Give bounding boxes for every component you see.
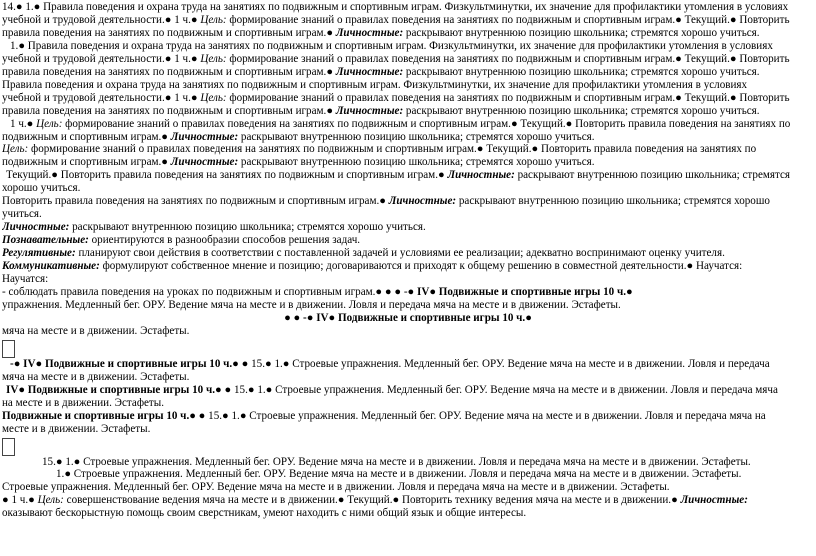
- text-run: планируют свои действия в соответствии с поставленной задачей и условиями ее реализации; адекватно воспринимают оценку учителя.: [75, 247, 725, 260]
- text-run: раскрывают внутреннюю позицию школьника; стремятся хорошо: [456, 195, 770, 208]
- emphasis-text: IV● Подвижные и спортивные игры 10 ч.●: [417, 285, 633, 298]
- text-run: оказывают бескорыстную помощь своим сверстникам, умеют находить с ними общий язык и общие интересы.: [2, 507, 527, 520]
- text-line: [2, 312, 814, 325]
- text-run: - соблюдать правила поведения на уроках по подвижным и спортивным играм.● ● ● -●: [2, 285, 417, 298]
- text-run: 1 ч.●: [10, 117, 37, 130]
- text-run: совершенствование ведения мяча на месте и в движении.● Текущий.● Повторить технику ведения мяча на месте и в движении.●: [63, 494, 681, 507]
- text-line: [2, 131, 814, 144]
- emphasis-text: Цель:: [200, 52, 227, 65]
- text-run: формирование знаний о правилах поведения на занятиях по подвижным и спортивным играм.● Текущий.● Повторить правила поведения на занятиях по: [28, 143, 757, 156]
- text-run: 15.● 1.● Строевые упражнения. Медленный бег. ОРУ. Ведение мяча на месте и в движении. Ловля и передача: [248, 357, 770, 370]
- emphasis-text: -● IV● Подвижные и спортивные игры 10 ч.● ●: [10, 357, 249, 370]
- text-run: формирование знаний о правилах поведения на занятиях по подвижным и спортивным играм.● Текущий.● Повторить: [226, 91, 790, 104]
- text-run: 15.● 1.● Строевые упражнения. Медленный бег. ОРУ. Ведение мяча на месте и в движении. Ловля и передача мяча: [231, 383, 778, 396]
- text-run: формирование знаний о правилах поведения на занятиях по подвижным и спортивным играм.● Текущий.● Повторить: [226, 52, 790, 65]
- text-run: ориентируются в разнообразии способов решения задач.: [88, 234, 361, 247]
- text-run: упражнения. Медленный бег. ОРУ. Ведение мяча на месте и в движении. Ловля и передача мяча на месте и в движении. Эстафеты.: [2, 298, 621, 311]
- text-line: [2, 195, 814, 208]
- text-run: учебной и трудовой деятельности.● 1 ч.●: [2, 13, 201, 26]
- text-line: [2, 410, 814, 423]
- text-run: 14.● 1.● Правила поведения и охрана труда на занятиях по подвижным и спортивным играм. Физкультминутки, их значение для профилактики утомления в условиях: [2, 1, 789, 13]
- emphasis-text: ● ● -● IV● Подвижные и спортивные игры 10 ч.●: [284, 311, 532, 324]
- text-line: [2, 456, 814, 469]
- emphasis-text: Личностные:: [170, 130, 239, 143]
- emphasis-text: Цель:: [36, 117, 63, 130]
- text-run: раскрывают внутреннюю позицию школьника; стремятся хорошо учиться.: [403, 26, 760, 39]
- text-run: учиться.: [2, 208, 42, 221]
- text-line: [2, 1, 814, 14]
- text-run: правила поведения на занятиях по подвижным и спортивным играм.●: [2, 65, 336, 78]
- text-run: Научатся:: [2, 273, 49, 286]
- text-run: мяча на месте и в движении. Эстафеты.: [2, 370, 190, 383]
- text-line: [2, 286, 814, 299]
- text-run: формулируют собственное мнение и позицию; договариваются и приходят к общему решению в совместной деятельности.● Научатся:: [99, 260, 743, 273]
- emphasis-text: Цель:: [200, 13, 227, 26]
- emphasis-text: Личностные:: [2, 221, 70, 234]
- emphasis-text: Регулятивные:: [2, 247, 76, 260]
- text-run: на месте и в движении. Эстафеты.: [2, 396, 165, 409]
- text-run: мяча на месте и в движении. Эстафеты.: [2, 324, 190, 337]
- text-line: [2, 423, 814, 436]
- text-line: [2, 92, 814, 105]
- emphasis-text: Цель:: [200, 91, 227, 104]
- emphasis-text: Подвижные и спортивные игры 10 ч.● ●: [2, 409, 206, 422]
- text-line: [2, 358, 814, 371]
- text-line: [2, 105, 814, 118]
- text-line: [2, 234, 814, 247]
- text-run: учебной и трудовой деятельности.● 1 ч.●: [2, 52, 201, 65]
- text-run: раскрывают внутреннюю позицию школьника; стремятся: [514, 169, 791, 182]
- text-run: раскрывают внутреннюю позицию школьника; стремятся хорошо учиться.: [403, 104, 760, 117]
- text-line: [2, 494, 814, 507]
- text-run: учебной и трудовой деятельности.● 1 ч.●: [2, 91, 201, 104]
- emphasis-text: Цель:: [2, 143, 29, 156]
- text-run: Правила поведения и охрана труда на занятиях по подвижным и спортивным играм. Физкультминутки, их значение для профилактики утомления в условиях: [2, 78, 748, 91]
- text-run: Строевые упражнения. Медленный бег. ОРУ. Ведение мяча на месте и в движении. Ловля и передача мяча на месте и в движении. Эстафеты.: [2, 481, 670, 494]
- emphasis-text: Личностные:: [335, 65, 404, 78]
- text-run: Повторить правила поведения на занятиях по подвижным и спортивным играм.●: [2, 195, 389, 208]
- text-line: [2, 397, 814, 410]
- text-line: [2, 260, 814, 273]
- text-run: хорошо учиться.: [2, 182, 81, 195]
- text-line: [2, 27, 814, 40]
- text-run: 15.● 1.● Строевые упражнения. Медленный бег. ОРУ. Ведение мяча на месте и в движении. Ловля и передача мяча на: [205, 409, 766, 422]
- text-run: подвижным и спортивным играм.●: [2, 130, 171, 143]
- text-line: [2, 40, 814, 53]
- text-line: [2, 468, 814, 481]
- text-run: Текущий.● Повторить правила поведения на занятиях по подвижным и спортивным играм.●: [6, 169, 448, 182]
- text-run: подвижным и спортивным играм.●: [2, 156, 171, 169]
- text-run: раскрывают внутреннюю позицию школьника; стремятся хорошо учиться.: [238, 156, 595, 169]
- text-run: формирование знаний о правилах поведения на занятиях по подвижным и спортивным играм.● Текущий.● Повторить правила поведения на занятиях по: [62, 117, 791, 130]
- text-line: [2, 273, 814, 286]
- emphasis-text: Личностные:: [170, 156, 239, 169]
- emphasis-text: Личностные:: [680, 494, 748, 507]
- text-line: [2, 208, 814, 221]
- text-run: раскрывают внутреннюю позицию школьника; стремятся хорошо учиться.: [69, 221, 426, 234]
- text-line: [2, 66, 814, 79]
- text-line: [2, 371, 814, 384]
- empty-table-cell: [2, 438, 15, 456]
- text-line: [2, 182, 814, 195]
- text-run: 15.● 1.● Строевые упражнения. Медленный бег. ОРУ. Ведение мяча на месте и в движении. Ловля и передача мяча на месте и в движении. Эстафеты.: [42, 455, 751, 468]
- text-line: [2, 118, 814, 131]
- text-line: [2, 143, 814, 156]
- text-line: [2, 325, 814, 338]
- text-line: [2, 169, 814, 182]
- text-line: [2, 79, 814, 92]
- text-run: правила поведения на занятиях по подвижным и спортивным играм.●: [2, 26, 336, 39]
- text-run: правила поведения на занятиях по подвижным и спортивным играм.●: [2, 104, 336, 117]
- text-run: ● 1 ч.●: [2, 494, 38, 507]
- text-line: [2, 481, 814, 494]
- emphasis-text: Цель:: [37, 494, 64, 507]
- text-run: месте и в движении. Эстафеты.: [2, 422, 151, 435]
- text-line: [2, 156, 814, 169]
- text-run: раскрывают внутреннюю позицию школьника; стремятся хорошо учиться.: [403, 65, 760, 78]
- emphasis-text: Познавательные:: [2, 234, 89, 247]
- text-line: [2, 247, 814, 260]
- text-line: [2, 14, 814, 27]
- text-line: [2, 384, 814, 397]
- emphasis-text: Личностные:: [335, 26, 404, 39]
- text-line: [2, 221, 814, 234]
- text-run: 1.● Строевые упражнения. Медленный бег. ОРУ. Ведение мяча на месте и в движении. Ловля и передача мяча на месте и в движении. Эстафеты.: [56, 468, 742, 481]
- text-line: [2, 53, 814, 66]
- emphasis-text: IV● Подвижные и спортивные игры 10 ч.● ●: [6, 383, 232, 396]
- emphasis-text: Личностные:: [447, 169, 515, 182]
- empty-table-cell: [2, 340, 15, 358]
- text-run: раскрывают внутреннюю позицию школьника; стремятся хорошо учиться.: [238, 130, 595, 143]
- text-line: [2, 299, 814, 312]
- emphasis-text: Личностные:: [388, 195, 457, 208]
- text-run: формирование знаний о правилах поведения на занятиях по подвижным и спортивным играм.● Текущий.● Повторить: [226, 13, 790, 26]
- emphasis-text: Коммуникативные:: [2, 260, 100, 273]
- text-line: [2, 507, 814, 520]
- emphasis-text: Личностные:: [335, 104, 404, 117]
- text-run: 1.● Правила поведения и охрана труда на занятиях по подвижным и спортивным играм. Физкультминутки, их значение для профилактики утомления в условиях: [10, 39, 773, 52]
